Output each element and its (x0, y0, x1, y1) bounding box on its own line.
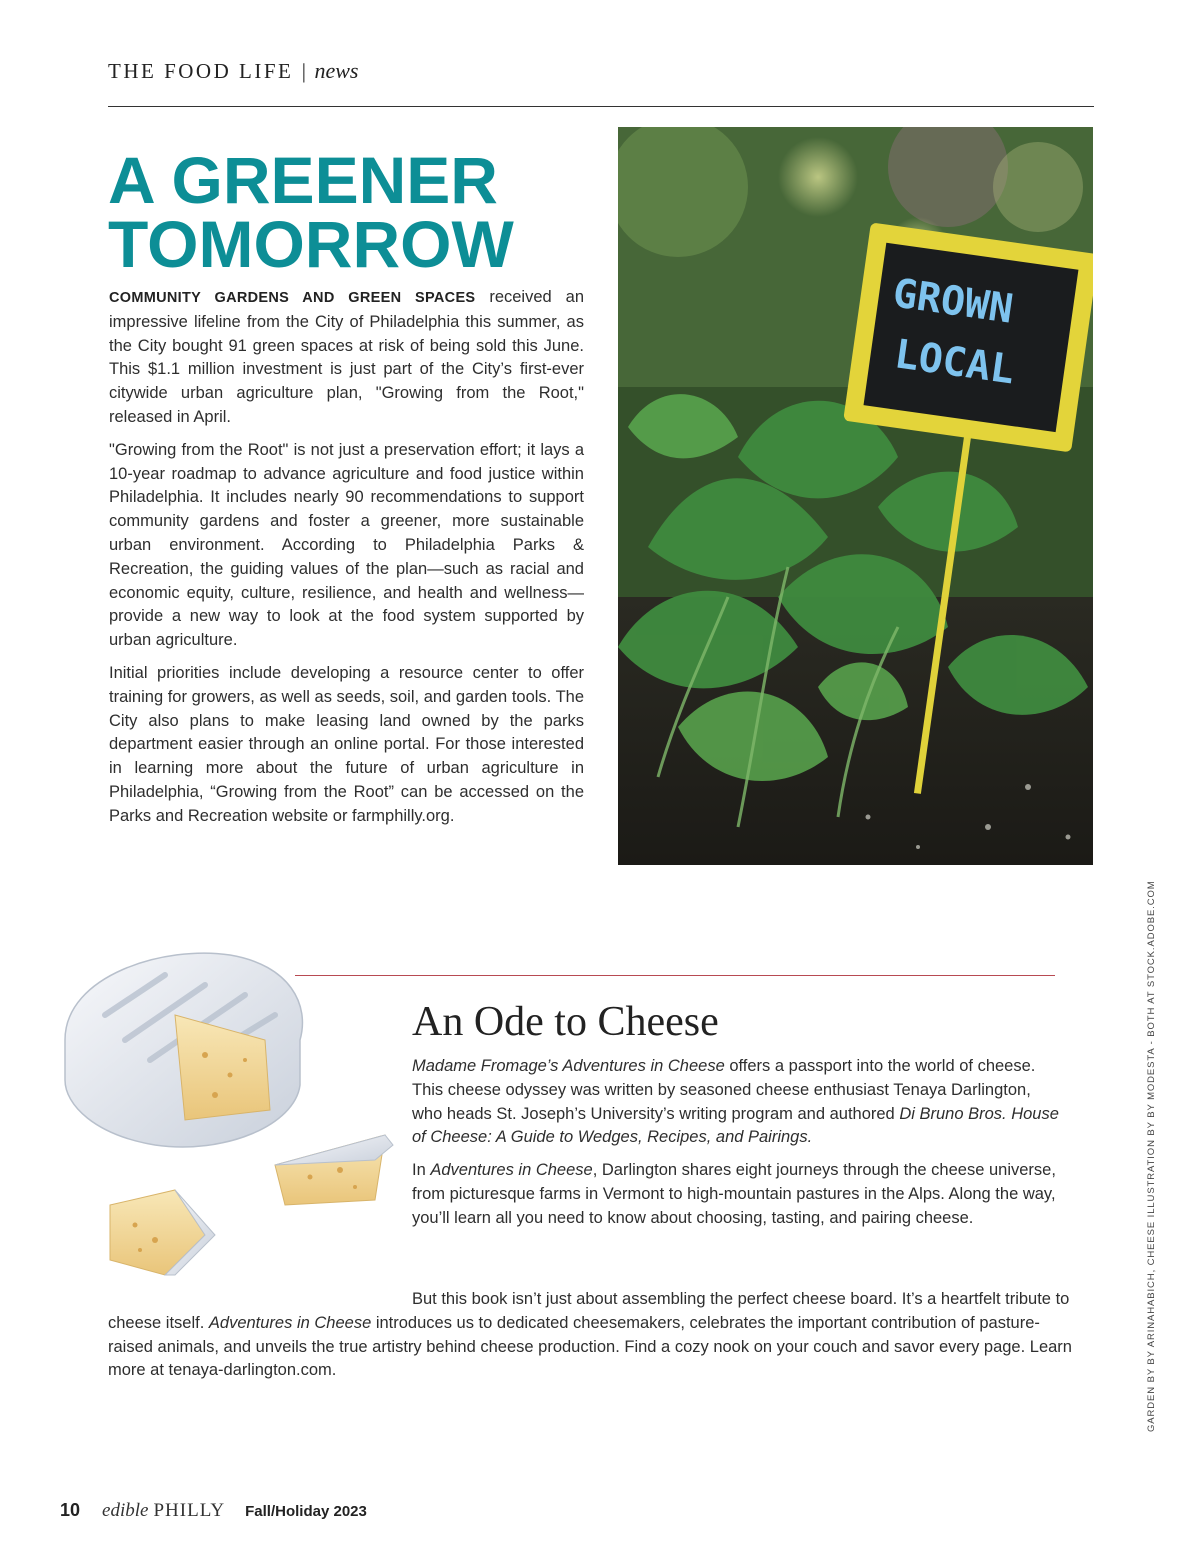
sign-text-line-2: LOCAL (891, 331, 1018, 394)
book-title-2: Di Bruno Bros. House of Cheese: A Guide to Wedges, Recipes, and Pairings. (412, 1104, 1059, 1147)
garden-article-body (109, 286, 584, 838)
section-subname: news (314, 58, 359, 83)
sign-text-line-1: GROWN (890, 270, 1016, 333)
article-headline (108, 143, 608, 281)
paragraph-text: But this book isn’t just about assembling the perfect cheese board. It’s a heartfelt tribute to cheese itself. (108, 1290, 1070, 1332)
headline-line-2: TOMORROW (108, 207, 514, 281)
magazine-name-prefix: edible (102, 1500, 149, 1521)
article-paragraph-1 (109, 286, 584, 430)
garden-photo (618, 127, 1093, 865)
article-paragraph-2: "Growing from the Root" is not just a preservation effort; it lays a 10-year roadmap to advance agriculture and food justice within Philadelphia. It includes nearly 90 recommendations to support community gardens and foster a greener, more sustainable urban environment. According to Philadelphia Parks & Recreation, the guiding values of the plan—such as racial and economic equity, culture, resilience, and health and wellness—provide a new way to look at the food system supported by urban agriculture. (109, 440, 584, 650)
section-name: THE FOOD LIFE (108, 59, 294, 83)
garden-photo-illustration (618, 127, 1093, 865)
headline-line-1: A GREENER (108, 143, 498, 217)
page-number: 10 (60, 1500, 81, 1520)
page-footer (60, 1500, 367, 1530)
paragraph-text: offers a passport into the world of cheese. This cheese odyssey was written by seasoned cheese enthusiast Tenaya Darlington, who heads St. Joseph’s University’s writing program and authored (412, 1057, 1036, 1123)
book-title: Madame Fromage’s Adventures in Cheese (412, 1057, 725, 1075)
magazine-name: PHILLY (153, 1500, 226, 1521)
cheese-illustration (55, 945, 395, 1290)
section-header (108, 58, 1094, 107)
cheese-paragraph-1 (412, 1055, 1062, 1150)
cheese-article-body (412, 1055, 1062, 1240)
paragraph-text: In (412, 1161, 431, 1180)
cheese-paragraph-2 (412, 1159, 1062, 1230)
issue-label: Fall/Holiday 2023 (245, 1503, 367, 1520)
book-title: Adventures in Cheese (208, 1313, 372, 1332)
book-title: Adventures in Cheese (430, 1161, 593, 1180)
photo-credit: GARDEN BY BY ARINAHABICH, CHEESE ILLUSTRATION BY BY MODESTA - BOTH AT STOCK.ADOBE.COM (1146, 880, 1157, 1432)
lead-in: COMMUNITY GARDENS AND GREEN SPACES (109, 290, 476, 306)
paragraph-text: , Darlington shares eight journeys through the cheese universe, from picturesque farms in Vermont to high-mountain pastures in the Alps. Along the way, you’ll learn all you need to know about choosing, tasting, and pairing cheese. (412, 1161, 1056, 1227)
article-paragraph-3: Initial priorities include developing a resource center to offer training for growers, as well as seeds, soil, and garden tools. The City also plans to make leasing land owned by the parks department easier through an online portal. For those interested in learning more about the future of urban agriculture in Philadelphia, “Growing from the Root” can be accessed on the Parks and Recreation website or farmphilly.org. (109, 663, 584, 825)
paragraph-text: received an impressive lifeline from the City of Philadelphia this summer, as the City bought 91 green spaces at risk of being sold this June. This $1.1 million investment is just part of the City’s first-ever citywide urban agriculture plan, "Growing from the Root," released in April. (109, 288, 584, 426)
cheese-article-title: An Ode to Cheese (412, 999, 719, 1045)
paragraph-text: introduces us to dedicated cheesemakers, celebrates the important contribution of pasture-raised animals, and unveils the true artistry behind cheese production. Find a cozy nook on your couch and savor every page. Learn more at tenaya-darlington.com. (108, 1313, 1072, 1380)
section-divider (295, 975, 1055, 976)
cheese-paragraph-3 (108, 1288, 1083, 1383)
header-separator: | (301, 59, 306, 83)
